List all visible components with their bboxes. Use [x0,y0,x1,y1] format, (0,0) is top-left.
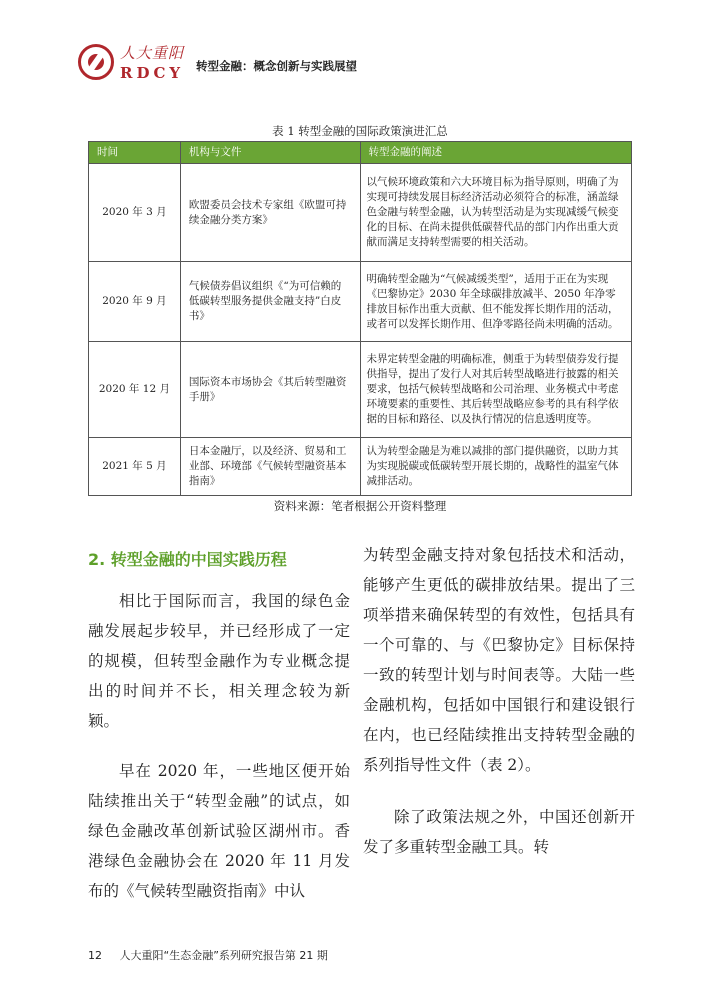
body-paragraph: 早在 2020 年，一些地区便开始陆续推出关于“转型金融”的试点，如绿色金融改革创新试验区湖州市。香港绿色金融协会在 2020 年 11 月发布的《气候转型融资指南》中认 [88,762,350,900]
series-title: 人大重阳“生态金融”系列研究报告第 21 期 [119,949,328,962]
cell-time: 2020 年 3 月 [89,164,181,262]
table-header-row [89,142,632,164]
table-row [89,342,632,438]
logo-english-name: RDCY [120,64,185,82]
cell-desc: 未界定转型金融的明确标准，侧重于为转型债券发行提供指导，提出了发行人对其后转型战略进行披露的相关要求，包括气候转型战略和公司治理、业务模式中考虑环境要素的重要性、其后转型战略应参考的具有科学依据的目标和路径、以及执行情况的信息透明度等。 [360,342,631,438]
table-caption: 表 1 转型金融的国际政策演进汇总 [272,124,448,138]
table-source-note: 资料来源：笔者根据公开资料整理 [273,499,447,513]
cell-org: 国际资本市场协会《其后转型融资手册》 [180,342,360,438]
cell-time: 2020 年 9 月 [89,262,181,342]
rdcy-emblem-icon [78,44,114,80]
right-column [363,540,635,862]
rdcy-logo [78,40,188,86]
cell-org: 气候债券倡议组织《“为可信赖的低碳转型服务提供金融支持”白皮书》 [180,262,360,342]
column-header-desc: 转型金融的阐述 [360,142,631,164]
table-row [89,164,632,262]
running-title: 转型金融：概念创新与实践展望 [196,59,357,73]
column-header-org: 机构与文件 [180,142,360,164]
body-paragraph: 除了政策法规之外，中国还创新开发了多重转型金融工具。转 [363,808,635,856]
page-header [78,40,638,90]
left-column [88,540,350,906]
table-row [89,262,632,342]
policy-table [88,141,632,496]
column-header-time: 时间 [89,142,181,164]
page-number: 12 [88,949,102,962]
cell-desc: 认为转型金融是为难以减排的部门提供融资，以助力其为实现脱碳或低碳转型开展长期的，战略性的温室气体减排活动。 [360,438,631,496]
cell-org: 日本金融厅，以及经济、贸易和工业部、环境部《气候转型融资基本指南》 [180,438,360,496]
body-paragraph: 相比于国际而言，我国的绿色金融发展起步较早，并已经形成了一定的规模，但转型金融作为专业概念提出的时间并不长，相关理念较为新颖。 [88,592,350,730]
cell-time: 2020 年 12 月 [89,342,181,438]
section-heading: 2. 转型金融的中国实践历程 [88,550,287,569]
cell-desc: 以气候环境政策和六大环境目标为指导原则，明确了为实现可持续发展目标经济活动必须符合的标准，涵盖绿色金融与转型金融，认为转型活动是为实现减缓气候变化的目标、在尚未提供低碳替代品的部门内作出重大贡献而满足支持转型需要的相关活动。 [360,164,631,262]
page-footer [88,947,328,963]
body-paragraph: 为转型金融支持对象包括技术和活动，能够产生更低的碳排放结果。提出了三项举措来确保转型的有效性，包括具有一个可靠的、与《巴黎协定》目标保持一致的转型计划与时间表等。大陆一些金融机构，包括如中国银行和建设银行在内，也已经陆续推出支持转型金融的系列指导性文件（表 2）。 [363,546,635,774]
cell-org: 欧盟委员会技术专家组《欧盟可持续金融分类方案》 [180,164,360,262]
cell-desc: 明确转型金融为“气候减缓类型”，适用于正在为实现《巴黎协定》2030 年全球碳排放减半、2050 年净零排放目标作出重大贡献、但不能发挥长期作用的活动，或者可以发挥长期作用、但净零路径尚未明确的活动。 [360,262,631,342]
logo-chinese-name: 人大重阳 [120,44,185,62]
cell-time: 2021 年 5 月 [89,438,181,496]
table-row [89,438,632,496]
